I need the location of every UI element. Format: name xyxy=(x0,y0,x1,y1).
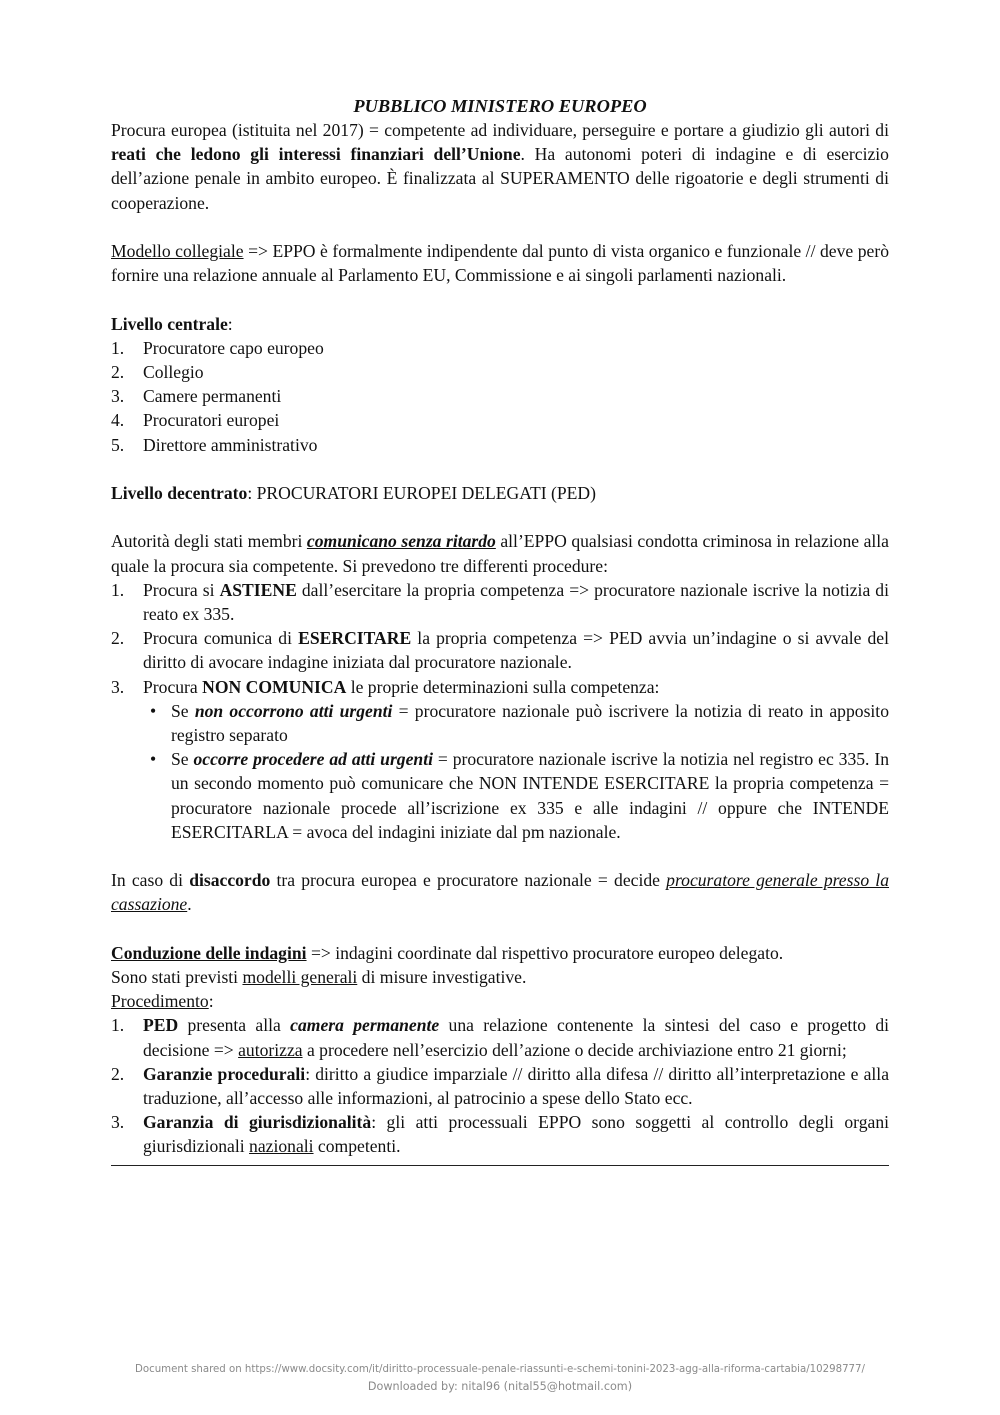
bullet-item xyxy=(143,699,889,747)
disaccordo-keyword: disaccordo xyxy=(189,870,271,891)
bullet-icon: • xyxy=(150,749,157,770)
modello-text: => EPPO è formalmente indipendente dal punto di vista organico e funzionale // deve però fornire una relazione annuale al Parlamento EU, Commissione e ai singoli parlamenti nazionali. xyxy=(111,241,890,286)
disaccordo-text: tra procura europea e procuratore nazionale = decide xyxy=(270,870,667,891)
item-text: presenta alla xyxy=(178,1015,291,1036)
list-item xyxy=(111,384,889,408)
item-text: : diritto a giudice imparziale // diritto alla difesa // diritto all’interpretazione e alla traduzione, all’accesso alle informazioni, al patrocinio a spese dello Stato ecc. xyxy=(143,1063,890,1109)
item-number: 2. xyxy=(111,1063,125,1084)
item-text: Procura xyxy=(143,676,203,697)
bullet-text: = procuratore nazionale iscrive la notizia nel registro ec 335. In un secondo momento può comunicare che NON INTENDE ESERCITARE la propria competenza = procuratore nazionale procede all’iscrizione ex 335 e alle indagini // oppure che INTENDE ESERCITARLA = avoca del indagini iniziate dal pm nazionale. xyxy=(171,749,890,842)
procedimento-colon: : xyxy=(208,991,214,1012)
item-text: Collegio xyxy=(143,362,204,382)
item-text: la propria competenza => PED avvia un’indagine o si avvale del diritto di avocare indagine iniziata dal procuratore nazionale. xyxy=(143,628,889,673)
spacer xyxy=(111,457,889,481)
item-text: Camere permanenti xyxy=(143,386,282,407)
decentrato-label: Livello decentrato xyxy=(111,483,248,503)
item-text: le proprie determinazioni sulla competenza: xyxy=(346,676,660,697)
autorita-text: Autorità degli stati membri xyxy=(111,531,307,552)
item-emphasis: camera permanente xyxy=(290,1015,440,1036)
bullet-icon: • xyxy=(150,700,157,721)
item-text: una relazione contenente la sintesi del caso e progetto di decisione => xyxy=(143,1015,890,1060)
procedimento-label: Procedimento xyxy=(111,991,209,1012)
procedimento-list xyxy=(111,1013,889,1158)
item-number: 5. xyxy=(111,434,125,455)
autorita-emphasis: comunicano senza ritardo xyxy=(306,531,496,552)
item-keyword: Garanzie procedurali xyxy=(143,1063,306,1084)
item-text: : gli atti processuali EPPO sono soggetti al controllo degli organi giurisdizionali xyxy=(143,1112,890,1157)
item-number: 3. xyxy=(111,676,125,697)
bullet-emphasis: non occorrono atti urgenti xyxy=(194,700,393,721)
item-keyword: PED xyxy=(143,1015,179,1036)
bullet-item xyxy=(143,747,889,844)
item-text: Direttore amministrativo xyxy=(143,434,318,455)
item-text: Procuratore capo europeo xyxy=(143,337,324,358)
centrale-list xyxy=(111,336,889,457)
item-keyword: Garanzia di giurisdizionalità xyxy=(143,1112,372,1133)
bullet-text: Se xyxy=(171,749,194,770)
item-number: 4. xyxy=(111,410,125,431)
item-text: a procedere nell’esercizio dell’azione o decide archiviazione entro 21 giorni; xyxy=(302,1039,847,1060)
item-number: 3. xyxy=(111,1112,125,1133)
section-divider xyxy=(111,1165,889,1166)
list-item xyxy=(111,1110,889,1158)
sub-bullet-list xyxy=(143,699,889,844)
item-text: Procuratori europei xyxy=(143,410,280,431)
item-underlined: autorizza xyxy=(238,1039,303,1060)
item-text: dall’esercitare la propria competenza => procuratore nazionale iscrive la notizia di reato ex 335. xyxy=(143,579,889,624)
list-item xyxy=(111,675,889,844)
list-item xyxy=(111,336,889,360)
conduzione-label: Conduzione delle indagini xyxy=(111,942,307,963)
item-text: competenti. xyxy=(313,1136,401,1157)
list-item xyxy=(111,626,889,674)
item-underlined: nazionali xyxy=(249,1136,314,1157)
item-number: 1. xyxy=(111,337,125,358)
list-item xyxy=(111,578,889,626)
item-number: 2. xyxy=(111,362,125,382)
decentrato-paragraph xyxy=(111,481,889,505)
modelli-text-end: di misure investigative. xyxy=(357,967,527,988)
modello-label: Modello collegiale xyxy=(111,241,244,261)
autorita-paragraph xyxy=(111,529,889,577)
list-item xyxy=(111,1062,889,1110)
procedure-list xyxy=(111,578,889,844)
intro-text: Procura europea (istituita nel 2017) = competente ad individuare, perseguire e portare a giudizio gli autori di xyxy=(111,120,889,140)
intro-paragraph xyxy=(111,118,889,215)
list-item xyxy=(111,433,889,457)
conduzione-paragraph xyxy=(111,941,889,965)
spacer xyxy=(111,505,889,529)
centrale-colon: : xyxy=(227,313,233,334)
spacer xyxy=(111,844,889,868)
spacer xyxy=(111,917,889,941)
footer-shared-link[interactable]: Document shared on https://www.docsity.com/it/diritto-processuale-penale-riassunti-e-schemi-tonini-2023-agg-alla-riforma-cartabia/10298777/ xyxy=(135,1364,865,1375)
document-body xyxy=(111,94,889,1166)
autorita-text-end: all’EPPO qualsiasi condotta criminosa in relazione alla quale la procura sia competente. Si prevedono tre differenti procedure: xyxy=(111,531,889,576)
item-text: Procura comunica di xyxy=(143,628,299,649)
procedimento-heading xyxy=(111,989,889,1013)
modelli-text: Sono stati previsti xyxy=(111,967,243,988)
modello-paragraph xyxy=(111,239,889,287)
conduzione-text: => indagini coordinate dal rispettivo procuratore europeo delegato. xyxy=(306,942,784,963)
disaccordo-emphasis: procuratore generale presso la cassazione xyxy=(111,870,889,915)
centrale-heading xyxy=(111,312,889,336)
disaccordo-text-end: . xyxy=(187,894,192,915)
modelli-underlined: modelli generali xyxy=(242,967,358,988)
list-item xyxy=(111,360,889,384)
bullet-emphasis: occorre procedere ad atti urgenti xyxy=(193,749,433,770)
list-item xyxy=(111,408,889,432)
item-number: 3. xyxy=(111,386,125,407)
disaccordo-paragraph xyxy=(111,868,889,916)
page-footer xyxy=(0,1362,1000,1395)
item-keyword: ASTIENE xyxy=(219,579,297,600)
item-number: 1. xyxy=(111,1015,125,1036)
item-keyword: ESERCITARE xyxy=(298,628,412,649)
bullet-text: = procuratore nazionale può iscrivere la notizia di reato in apposito registro separato xyxy=(171,700,889,746)
item-number: 1. xyxy=(111,579,125,600)
intro-text-end: . Ha autonomi poteri di indagine e di esercizio dell’azione penale in ambito europeo. È finalizzata al SUPERAMENTO delle rigoatorie e degli strumenti di cooperazione. xyxy=(111,144,889,213)
footer-downloaded-by: Downloaded by: nital96 (nital55@hotmail.com) xyxy=(367,1380,633,1393)
spacer xyxy=(111,287,889,311)
decentrato-text: : PROCURATORI EUROPEI DELEGATI (PED) xyxy=(247,483,596,503)
item-text: Procura si xyxy=(143,579,220,600)
intro-bold-text: reati che ledono gli interessi finanziari dell’Unione xyxy=(111,144,521,165)
item-keyword: NON COMUNICA xyxy=(202,676,347,697)
centrale-label: Livello centrale xyxy=(111,313,228,334)
modelli-paragraph xyxy=(111,965,889,989)
page-title: PUBBLICO MINISTERO EUROPEO xyxy=(353,96,647,116)
list-item xyxy=(111,1013,889,1061)
item-number: 2. xyxy=(111,628,125,649)
bullet-text: Se xyxy=(171,700,195,721)
disaccordo-text: In caso di xyxy=(111,870,190,891)
spacer xyxy=(111,215,889,239)
